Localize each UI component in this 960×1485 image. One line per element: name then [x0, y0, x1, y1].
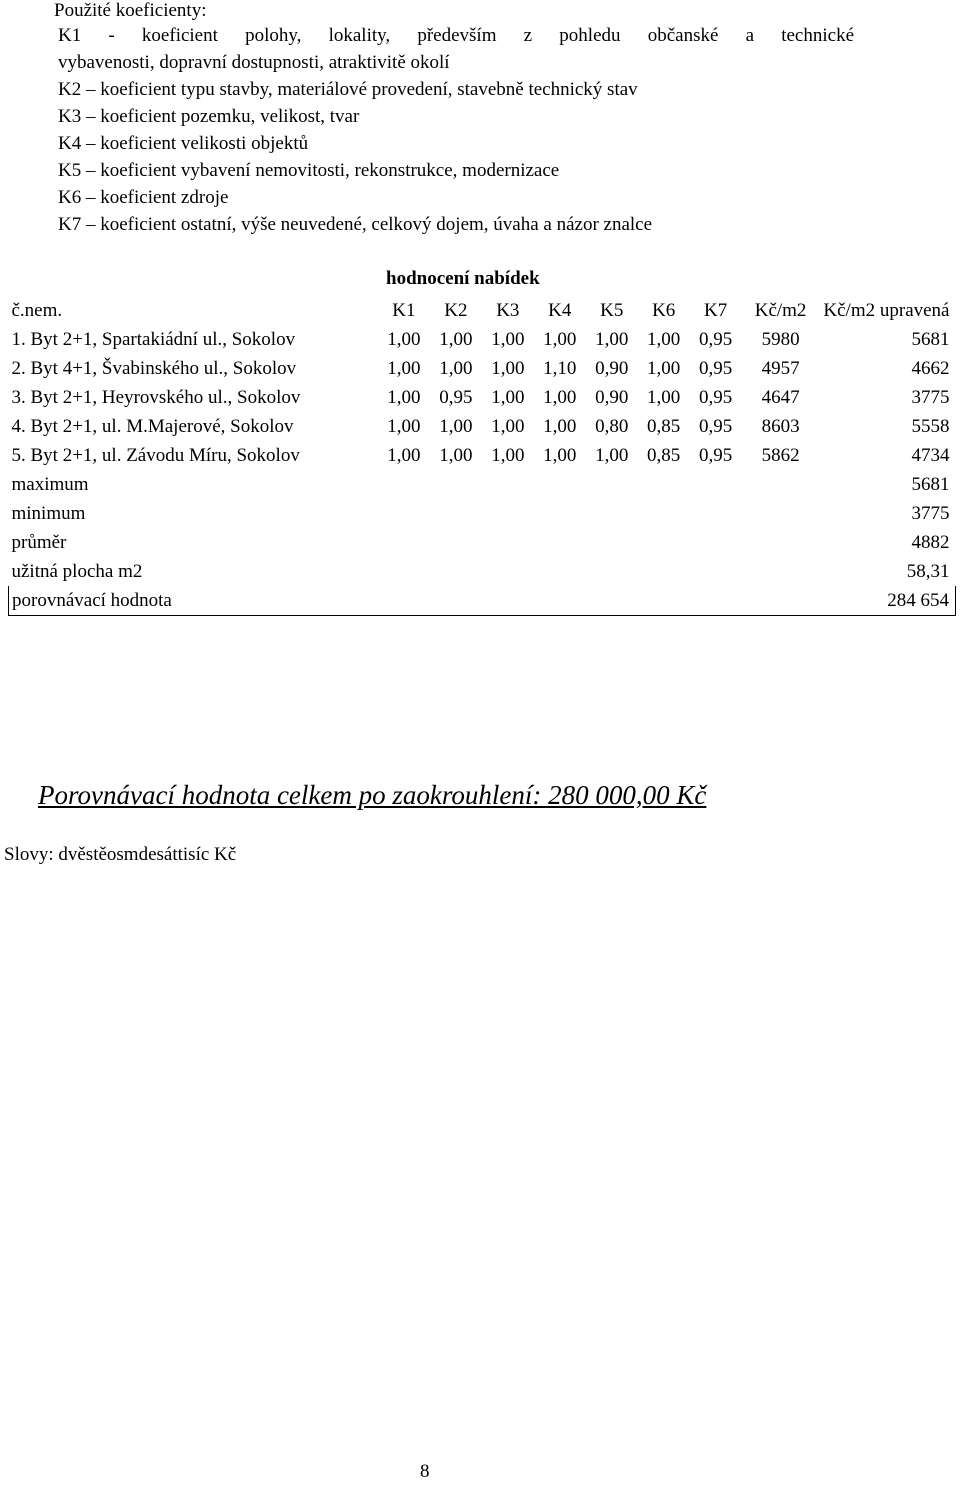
header-k6: K6 — [652, 299, 676, 321]
summary-label: užitná plocha m2 — [11, 560, 143, 582]
coefficient-k3: K3 – koeficient pozemku, velikost, tvar — [58, 106, 360, 127]
cell-k1: 1,00 — [387, 357, 421, 379]
cell-k5: 0,90 — [595, 386, 629, 408]
coefficient-k2: K2 – koeficient typu stavby, materiálové provedení, stavebně technický stav — [58, 79, 638, 100]
cell-k7: 0,95 — [699, 386, 733, 408]
cell-k6: 1,00 — [647, 328, 681, 350]
cell-k4: 1,00 — [543, 415, 577, 437]
summary-label: maximum — [11, 473, 89, 495]
total-comparative-value: Porovnávací hodnota celkem po zaokrouhlení: 280 000,00 Kč — [38, 780, 707, 810]
cell-adjusted-price: 5558 — [911, 415, 950, 437]
cell-price-per-m2: 5862 — [761, 444, 800, 466]
summary-row-minimum — [9, 499, 956, 528]
cell-adjusted-price: 4662 — [911, 357, 950, 379]
cell-price-per-m2: 4957 — [761, 357, 800, 379]
cell-k6: 0,85 — [647, 444, 681, 466]
cell-k7: 0,95 — [699, 444, 733, 466]
header-k7: K7 — [704, 299, 728, 321]
cell-k1: 1,00 — [387, 444, 421, 466]
summary-value: 3775 — [911, 502, 950, 524]
coefficients-heading: Použité koeficienty: — [54, 0, 207, 21]
coefficient-k1: K1 - koeficient polohy, lokality, především z pohledu občanské a technické — [58, 25, 854, 46]
table-row — [9, 441, 956, 470]
cell-k3: 1,00 — [491, 386, 525, 408]
summary-label: minimum — [11, 502, 86, 524]
amount-in-words: Slovy: dvěstěosmdesáttisíc Kč — [4, 844, 237, 865]
cell-k5: 1,00 — [595, 444, 629, 466]
header-k4: K4 — [548, 299, 572, 321]
cell-property: 3. Byt 2+1, Heyrovského ul., Sokolov — [11, 386, 301, 408]
coefficient-k6: K6 – koeficient zdroje — [58, 187, 229, 208]
table-row — [9, 325, 956, 354]
cell-k5: 0,80 — [595, 415, 629, 437]
cell-k2: 1,00 — [439, 328, 473, 350]
cell-k4: 1,00 — [543, 386, 577, 408]
cell-k6: 1,00 — [647, 386, 681, 408]
summary-row-average — [9, 528, 956, 557]
page-number: 8 — [420, 1461, 430, 1482]
cell-k1: 1,00 — [387, 328, 421, 350]
table-title: hodnocení nabídek — [386, 268, 540, 289]
cell-k7: 0,95 — [699, 415, 733, 437]
coefficient-k7: K7 – koeficient ostatní, výše neuvedené, celkový dojem, úvaha a názor znalce — [58, 214, 653, 235]
cell-adjusted-price: 5681 — [911, 328, 950, 350]
cell-k2: 0,95 — [439, 386, 473, 408]
cell-adjusted-price: 4734 — [911, 444, 950, 466]
cell-adjusted-price: 3775 — [911, 386, 950, 408]
table-row — [9, 412, 956, 441]
cell-k5: 1,00 — [595, 328, 629, 350]
cell-k7: 0,95 — [699, 357, 733, 379]
table-header-row — [9, 296, 956, 325]
header-property: č.nem. — [11, 299, 63, 321]
cell-k5: 0,90 — [595, 357, 629, 379]
cell-k4: 1,00 — [543, 328, 577, 350]
comparative-value-label: porovnávací hodnota — [9, 586, 820, 616]
header-k1: K1 — [392, 299, 416, 321]
cell-k3: 1,00 — [491, 328, 525, 350]
cell-property: 4. Byt 2+1, ul. M.Majerové, Sokolov — [11, 415, 294, 437]
summary-value: 5681 — [911, 473, 950, 495]
cell-price-per-m2: 5980 — [761, 328, 800, 350]
header-k2: K2 — [444, 299, 468, 321]
cell-k3: 1,00 — [491, 415, 525, 437]
summary-value: 58,31 — [906, 560, 950, 582]
header-k5: K5 — [600, 299, 624, 321]
cell-price-per-m2: 8603 — [761, 415, 800, 437]
table-row — [9, 354, 956, 383]
comparative-value-amount: 284 654 — [820, 586, 956, 616]
summary-row-maximum — [9, 470, 956, 499]
cell-k6: 0,85 — [647, 415, 681, 437]
summary-value: 4882 — [911, 531, 950, 553]
cell-property: 5. Byt 2+1, ul. Závodu Míru, Sokolov — [11, 444, 300, 466]
cell-k6: 1,00 — [647, 357, 681, 379]
cell-k2: 1,00 — [439, 444, 473, 466]
summary-row-usable-area — [9, 557, 956, 586]
cell-k1: 1,00 — [387, 415, 421, 437]
table-row — [9, 383, 956, 412]
cell-k4: 1,00 — [543, 444, 577, 466]
header-k3: K3 — [496, 299, 520, 321]
cell-price-per-m2: 4647 — [761, 386, 800, 408]
header-price-per-m2: Kč/m2 — [754, 299, 807, 321]
coefficient-k4: K4 – koeficient velikosti objektů — [58, 133, 309, 154]
cell-k2: 1,00 — [439, 415, 473, 437]
offers-table — [8, 296, 956, 616]
cell-k3: 1,00 — [491, 357, 525, 379]
cell-k7: 0,95 — [699, 328, 733, 350]
summary-row-comparative-value — [9, 586, 956, 616]
header-adjusted-price: Kč/m2 upravená — [823, 299, 950, 321]
cell-k2: 1,00 — [439, 357, 473, 379]
cell-property: 1. Byt 2+1, Spartakiádní ul., Sokolov — [11, 328, 296, 350]
cell-property: 2. Byt 4+1, Švabinského ul., Sokolov — [11, 357, 297, 379]
cell-k4: 1,10 — [543, 357, 577, 379]
cell-k3: 1,00 — [491, 444, 525, 466]
cell-k1: 1,00 — [387, 386, 421, 408]
coefficient-k1-continued: vybavenosti, dopravní dostupnosti, atraktivitě okolí — [58, 52, 450, 73]
coefficient-k5: K5 – koeficient vybavení nemovitosti, rekonstrukce, modernizace — [58, 160, 560, 181]
summary-label: průměr — [11, 531, 67, 553]
